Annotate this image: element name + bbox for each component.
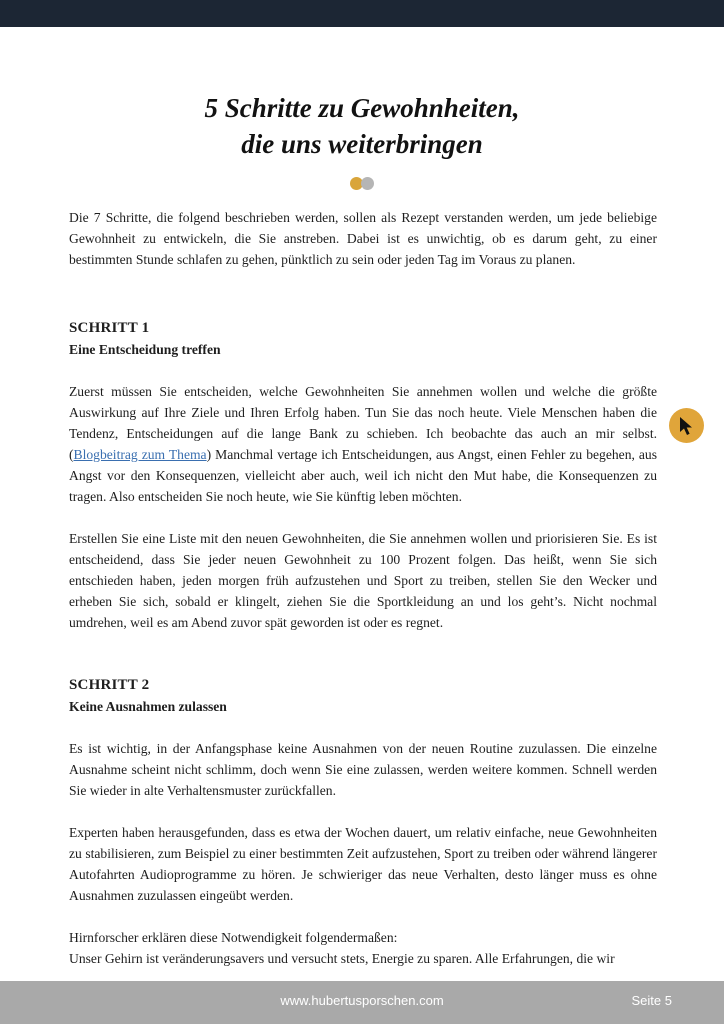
- step-2-paragraph-3-line-2: Unser Gehirn ist veränderungsavers und versucht stets, Energie zu sparen. Alle Erfahrungen, die wir: [69, 951, 615, 966]
- page-title: [0, 90, 724, 162]
- decorative-dots: [350, 177, 376, 191]
- intro-paragraph: Die 7 Schritte, die folgend beschrieben werden, sollen als Rezept verstanden werden, um jede beliebige Gewohnheit zu entwickeln, die Sie anstreben. Dabei ist es unwichtig, ob es darum geht, zu einer bestimmten Stunde schlafen zu gehen, pünktlich zu sein oder jeden Tag im Voraus zu planen.: [69, 210, 657, 267]
- title-line-1: 5 Schritte zu Gewohnheiten,: [204, 93, 520, 123]
- grey-dot-icon: [361, 177, 374, 190]
- step-1-heading: SCHRITT 1: [69, 320, 150, 336]
- step-1-subtitle: Eine Entscheidung treffen: [69, 342, 221, 357]
- step-1-paragraph-1-end: ) Manchmal vertage ich Entscheidungen, aus Angst, einen Fehler zu begehen, aus Angst vor den Konsequenzen, vielleicht aber auch, weil ich nicht den Mut habe, die Konsequenzen zu tragen. Also entscheiden Sie noch heute, wie Sie künftig leben möchten.: [69, 447, 657, 504]
- document-body: [69, 207, 657, 969]
- title-line-2: die uns weiterbringen: [241, 129, 483, 159]
- step-2-paragraph-1: Es ist wichtig, in der Anfangsphase keine Ausnahmen von der neuen Routine zuzulassen. Die einzelne Ausnahme scheint nicht schlimm, doch wenn Sie eine zulassen, werden weitere kommen. Schnell werden Sie wieder in alte Verhaltensmuster zurückfallen.: [69, 741, 657, 798]
- cursor-arrow-icon: [679, 416, 695, 436]
- page-number: Seite 5: [631, 993, 672, 1008]
- top-bar: [0, 0, 724, 27]
- step-2-subtitle: Keine Ausnahmen zulassen: [69, 699, 227, 714]
- step-1-paragraph-1: [69, 381, 657, 507]
- blog-post-link[interactable]: Blogbeitrag zum Thema: [73, 447, 207, 462]
- step-2-heading: SCHRITT 2: [69, 677, 150, 693]
- cursor-button[interactable]: [669, 408, 704, 443]
- step-1-paragraph-2: Erstellen Sie eine Liste mit den neuen Gewohnheiten, die Sie annehmen wollen und priorisieren Sie. Es ist entscheidend, dass Sie jeder neuen Gewohnheit zu 100 Prozent folgen. Das heißt, wenn Sie sich entschieden haben, jeden morgen früh aufzustehen und Sport zu treiben, stellen Sie den Wecker und erheben Sie sich, sobald er klingelt, ziehen Sie die Sportkleidung an und los geht’s. Nicht nochmal umdrehen, weil es am Abend zuvor spät geworden ist oder es regnet.: [69, 531, 657, 630]
- footer-url[interactable]: www.hubertusporschen.com: [280, 993, 444, 1008]
- page-footer: [0, 981, 724, 1024]
- step-1-paragraph-1-start: Zuerst müssen Sie entscheiden, welche Gewohnheiten Sie annehmen wollen und welche die größte Auswirkung auf Ihre Ziele und Ihren Erfolg haben. Tun Sie das noch heute. Viele Menschen haben die Tendenz, Entscheidungen auf die lange Bank zu schieben. Ich beobachte das auch an mir selbst. (: [69, 384, 657, 462]
- step-2-paragraph-2: Experten haben herausgefunden, dass es etwa der Wochen dauert, um relativ einfache, neue Gewohnheiten zu stabilisieren, zum Beispiel zu einer bestimmten Zeit aufzustehen, Sport zu treiben oder während längerer Autofahrten Audioprogramme zu hören. Je schwieriger das neue Verhalten, desto länger muss es ohne Ausnahmen zuzulassen eingeübt werden.: [69, 825, 657, 903]
- step-2-paragraph-3-line-1: Hirnforscher erklären diese Notwendigkeit folgendermaßen:: [69, 930, 398, 945]
